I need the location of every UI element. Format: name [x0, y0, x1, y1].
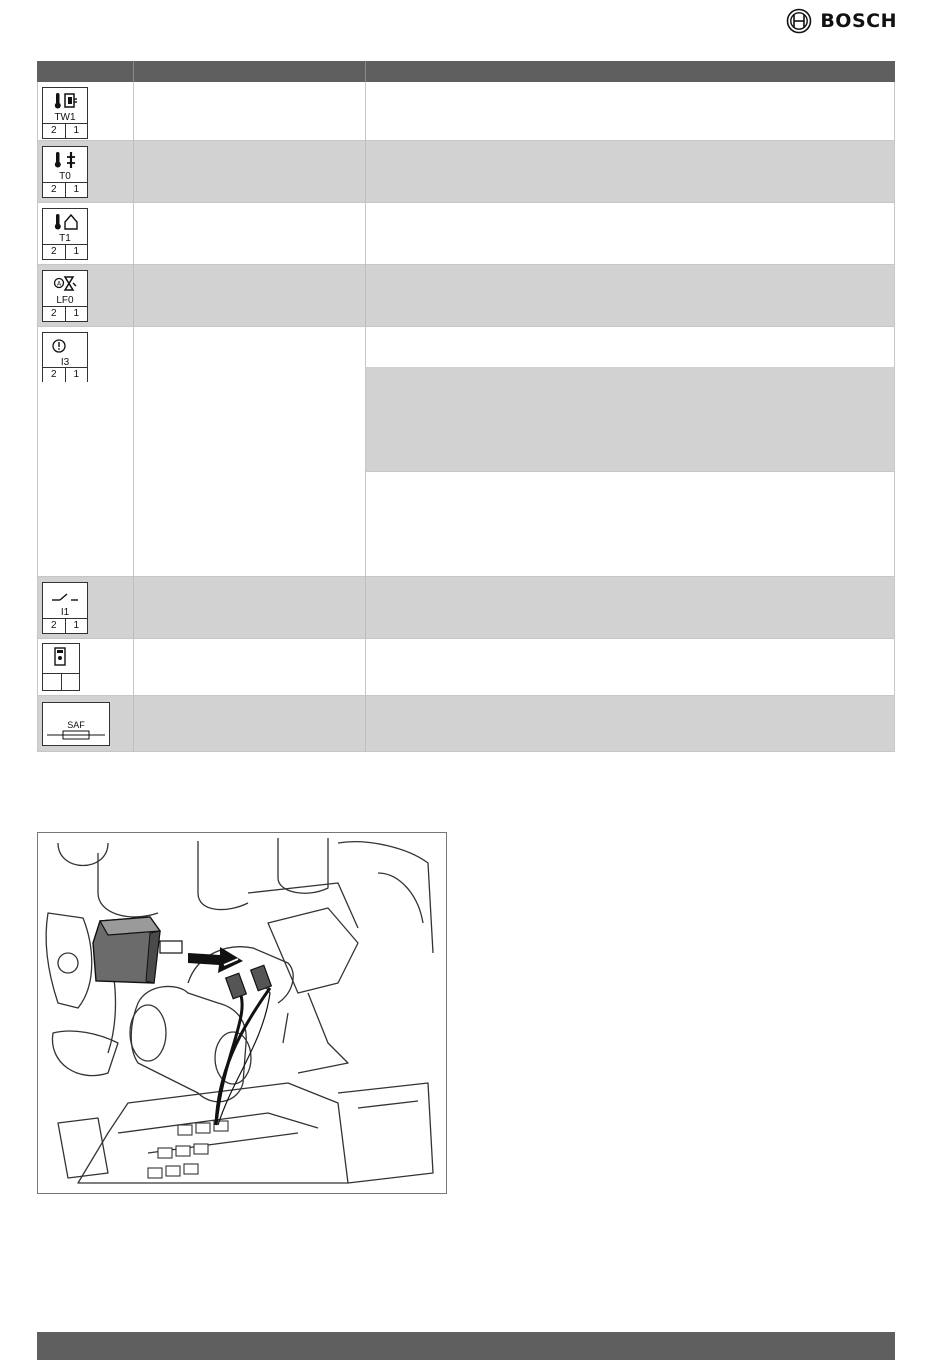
symbol-label: TW1: [54, 112, 76, 123]
fuse-icon: [47, 729, 105, 741]
room-controller-icon: [40, 647, 84, 667]
table-row: [37, 327, 895, 577]
sub-cell: [366, 367, 894, 472]
pin-label: 1: [73, 308, 80, 319]
pin-label: 2: [43, 619, 66, 633]
pin-label: [43, 674, 62, 690]
table-row: [37, 141, 895, 203]
pin-label: 1: [73, 620, 80, 631]
table-row: [37, 265, 895, 327]
terminal-symbol: [42, 332, 88, 382]
symbol-label: SAF: [67, 720, 85, 730]
symbol-label: I1: [60, 607, 70, 618]
table-row: [37, 696, 895, 752]
alarm-input-icon: [43, 336, 87, 356]
terminal-symbol: [42, 702, 110, 746]
switch-input-icon: [43, 586, 87, 606]
terminal-symbol: [42, 146, 88, 198]
pin-label: 1: [73, 246, 80, 257]
pin-label: 1: [73, 369, 80, 380]
terminal-symbol: [42, 208, 88, 260]
pin-label: 2: [43, 307, 66, 321]
pin-label: 1: [73, 125, 80, 136]
footer-bar: [37, 1332, 895, 1360]
pin-label: [62, 674, 80, 690]
table-row: [37, 82, 895, 141]
pin-label: 1: [73, 184, 80, 195]
sub-cell: [366, 327, 894, 368]
flow-sensor-icon: [43, 274, 87, 294]
brand-header: [786, 8, 897, 34]
terminal-table: [37, 61, 895, 752]
symbol-label: T0: [59, 171, 71, 182]
table-row: [37, 203, 895, 265]
wiring-illustration: [38, 833, 446, 1193]
terminal-symbol: [42, 87, 88, 139]
pin-label: 2: [43, 124, 66, 138]
installation-illustration: [37, 832, 447, 1194]
thermometer-outdoor-icon: [43, 212, 87, 232]
pin-label: 2: [43, 368, 66, 382]
bosch-armature-icon: [786, 8, 812, 34]
pin-label: 2: [43, 183, 66, 197]
symbol-label: T1: [59, 233, 71, 244]
thermometer-flow-icon: [43, 150, 87, 170]
terminal-symbol: [42, 582, 88, 634]
table-row: [37, 577, 895, 639]
terminal-symbol: [42, 643, 80, 691]
svg-text:A: A: [56, 280, 62, 288]
terminal-symbol: [42, 270, 88, 322]
thermometer-hot-water-icon: [43, 91, 87, 111]
table-row: [37, 639, 895, 696]
symbol-label: I3: [60, 357, 70, 368]
table-header: [37, 61, 895, 82]
brand-name: BOSCH: [820, 10, 897, 32]
symbol-label: LF0: [56, 295, 74, 306]
pin-label: 2: [43, 245, 66, 259]
